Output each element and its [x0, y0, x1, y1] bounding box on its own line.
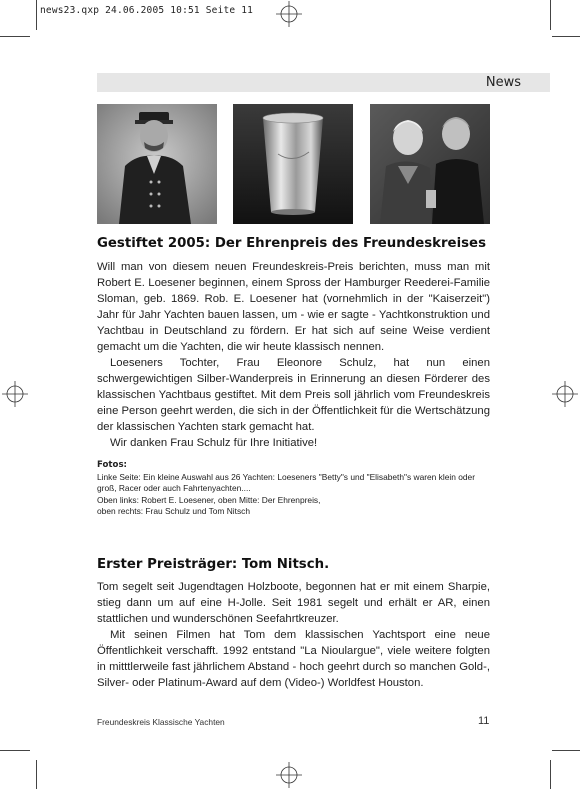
- article-heading: Gestiftet 2005: Der Ehrenpreis des Freundeskreises: [97, 236, 486, 251]
- article-heading: Erster Preisträger: Tom Nitsch.: [97, 557, 330, 572]
- caption-line: Linke Seite: Ein kleine Auswahl aus 26 Yachten: Loeseners "Betty"s und "Elisabeth"s waren klein oder groß, Racer oder auch Fahrtenyachten....: [97, 471, 475, 493]
- crop-mark: [550, 760, 551, 789]
- registration-mark-icon: [552, 381, 578, 407]
- article-body: [97, 259, 490, 451]
- crop-mark: [552, 36, 580, 37]
- captions-heading: Fotos:: [97, 460, 127, 470]
- photo-captions: [97, 460, 490, 518]
- crop-mark: [36, 0, 37, 30]
- article-paragraph: Mit seinen Filmen hat Tom dem klassischen Yachtsport eine neue Öffentlichkeit verschafft. 1992 entstand "La Nioulargue", viele weitere folgten in mitttlerweile fast jährlichem Abstand - hoch geehrt durch so manchen Gold-, Silver- oder Platinum-Award auf dem (Video-) Worldfest Houston.: [97, 629, 490, 689]
- page-number: 11: [478, 715, 490, 727]
- caption-line: oben rechts: Frau Schulz und Tom Nitsch: [97, 506, 250, 516]
- section-label: News: [485, 75, 521, 90]
- crop-mark: [550, 0, 551, 30]
- article-body: [97, 579, 490, 691]
- crop-mark: [36, 760, 37, 789]
- footer-text: Freundeskreis Klassische Yachten: [97, 717, 225, 727]
- article-paragraph: Loeseners Tochter, Frau Eleonore Schulz, hat nun einen schwergewichtigen Silber-Wanderpreis in Erinnerung an diesen Förderer des klassischen Yachtbaus gestiftet. Mit dem Preis soll jährlich vom Freundeskreis eine Person geehrt werden, die sich in der Öffentlichkeit für die Wertschätzung der klassischen Yachten stark gemacht hat.: [97, 357, 490, 433]
- article-paragraph: Wir danken Frau Schulz für Ihre Initiative!: [110, 437, 318, 449]
- registration-mark-icon: [276, 1, 302, 27]
- print-slug: news23.qxp 24.06.2005 10:51 Seite 11: [40, 5, 254, 16]
- section-header-bar: [97, 73, 550, 92]
- registration-mark-icon: [276, 762, 302, 788]
- article-paragraph: Will man von diesem neuen Freundeskreis-Preis berichten, muss man mit Robert E. Loesener beginnen, einem Spross der Hamburger Reederei-Familie Sloman, geb. 1869. Rob. E. Loesener hat (vornehmlich in der "Kaiserzeit") Jahr für Jahr Yachten bauen lassen, um - wie er sagte - Yachtkonstruktion und Yachtbau in Deutschland zu fördern. Er hat sich auf seine Weise verdient gemacht um die Yachten, die wir heute klassisch nennen.: [97, 261, 490, 353]
- registration-mark-icon: [2, 381, 28, 407]
- photo-ehrenpreis-cup: [233, 104, 353, 224]
- article-paragraph: Tom segelt seit Jugendtagen Holzboote, begonnen hat er mit einem Sharpie, stieg dann um auf eine H-Jolle. Seit 1981 segelt und erhält er AR, einen stattlichen und wunderschönen Seefahrtkreuzer.: [97, 581, 490, 625]
- caption-line: Oben links: Robert E. Loesener, oben Mitte: Der Ehrenpreis,: [97, 494, 321, 505]
- crop-mark: [0, 750, 30, 751]
- crop-mark: [0, 36, 30, 37]
- crop-mark: [552, 750, 580, 751]
- photo-robert-loesener: [97, 104, 217, 224]
- photo-schulz-and-nitsch: [370, 104, 490, 224]
